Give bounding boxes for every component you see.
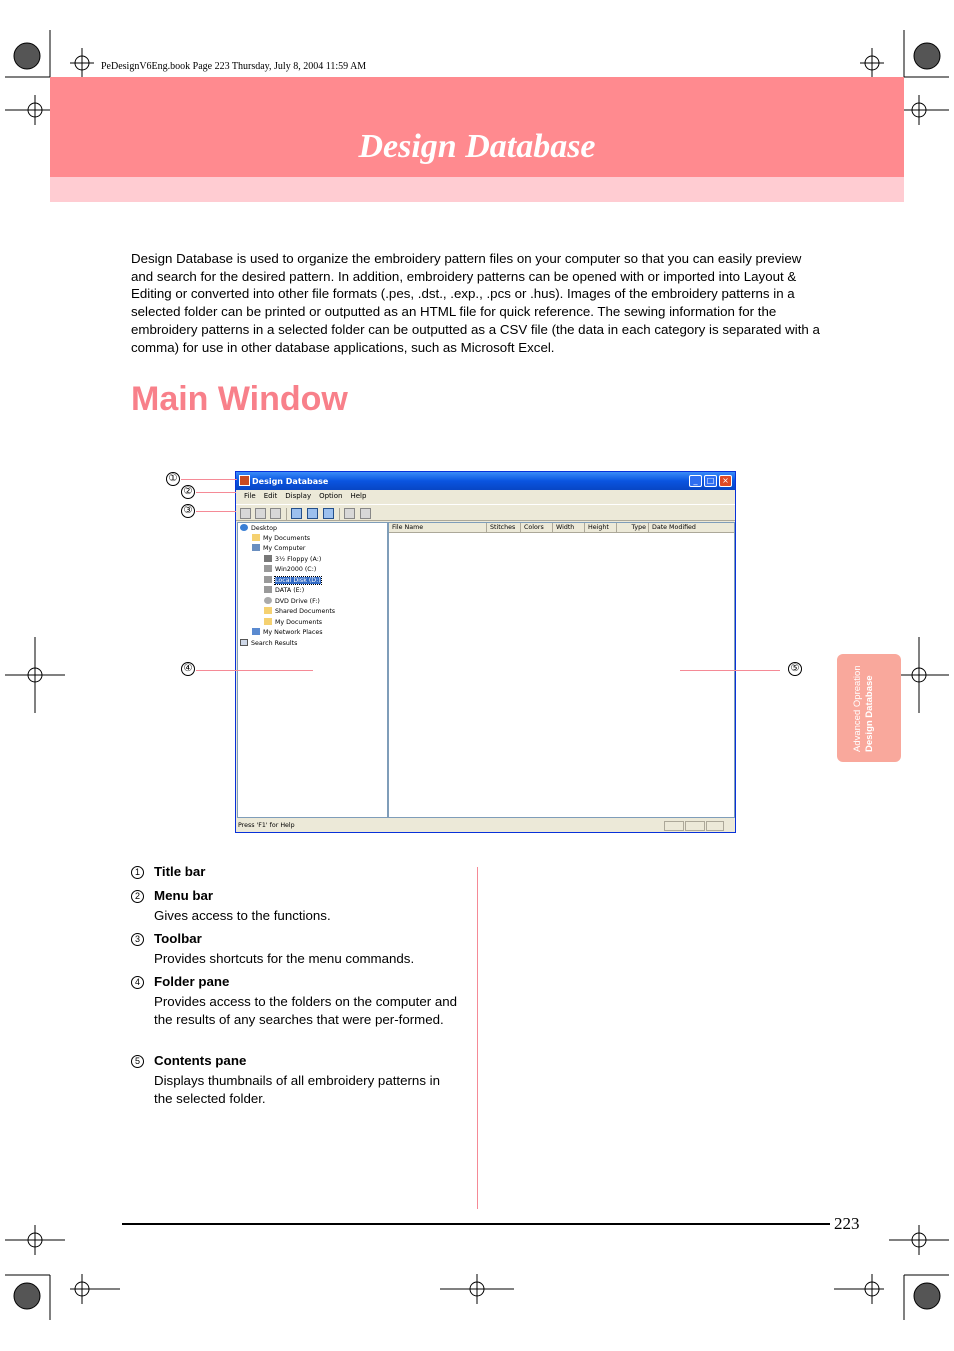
drive-icon [264, 586, 272, 593]
details-view-icon[interactable] [323, 508, 334, 519]
status-panel [685, 821, 705, 831]
large-thumbnails-icon[interactable] [291, 508, 302, 519]
callout-1: ① [166, 472, 180, 486]
legend-term: Contents pane [154, 1053, 247, 1068]
legend-number: 5 [131, 1055, 144, 1068]
folder-icon [252, 534, 260, 541]
status-panel [706, 821, 724, 831]
section-label: Design Database [864, 675, 875, 752]
column-divider [477, 867, 478, 1209]
tree-item[interactable]: Desktop [240, 524, 277, 532]
legend-number: 2 [131, 890, 144, 903]
tree-item[interactable]: My Network Places [252, 628, 322, 636]
computer-icon [252, 544, 260, 551]
network-icon [252, 628, 260, 635]
callout-line-3 [196, 511, 236, 512]
menu-option[interactable]: Option [319, 492, 343, 500]
callout-line-1 [181, 479, 237, 480]
legend-term: Toolbar [154, 931, 202, 946]
desktop-icon [240, 524, 248, 531]
status-text: Press 'F1' for Help [238, 822, 295, 829]
search-icon [240, 639, 248, 646]
folder-icon [264, 607, 272, 614]
legend-term: Folder pane [154, 974, 230, 989]
window-title-bar[interactable] [236, 472, 735, 490]
paste-icon[interactable] [270, 508, 281, 519]
callout-2: ② [181, 485, 195, 499]
tree-item[interactable]: DVD Drive (F:) [264, 597, 320, 605]
tree-item[interactable]: My Documents [264, 618, 322, 626]
toolbar-separator [339, 508, 340, 520]
toolbar [236, 504, 735, 521]
column-type[interactable]: Type [617, 523, 649, 532]
callout-5: ⑤ [788, 662, 802, 676]
callout-line-2 [196, 492, 236, 493]
close-button[interactable]: × [719, 475, 732, 487]
dvd-icon [264, 597, 272, 604]
toolbar-separator [286, 508, 287, 520]
design-database-window [235, 471, 736, 833]
column-width[interactable]: Width [553, 523, 585, 532]
tree-item[interactable]: DATA (E:) [264, 586, 304, 594]
floppy-icon [264, 555, 272, 562]
tree-item[interactable]: My Documents [252, 534, 310, 542]
callout-3: ③ [181, 504, 195, 518]
legend-description: Displays thumbnails of all embroidery patterns in the selected folder. [154, 1073, 441, 1106]
copy-icon[interactable] [255, 508, 266, 519]
legend-description: Gives access to the functions. [154, 908, 331, 923]
cut-icon[interactable] [240, 508, 251, 519]
column-stitches[interactable]: Stitches [487, 523, 521, 532]
tree-item[interactable]: Win2000 (C:) [264, 565, 316, 573]
page-title: Design Database [358, 128, 596, 165]
callout-line-4 [196, 670, 313, 671]
maximize-button[interactable]: □ [704, 475, 717, 487]
tree-item[interactable]: My Computer [252, 544, 305, 552]
menu-display[interactable]: Display [285, 492, 312, 500]
window-title: Design Database [252, 477, 329, 486]
app-icon [239, 475, 250, 486]
column-file-name[interactable]: File Name [389, 523, 487, 532]
section-title: Main Window [131, 380, 348, 418]
legend-number: 1 [131, 866, 144, 879]
menu-file[interactable]: File [244, 492, 256, 500]
tree-item[interactable]: Search Results [240, 639, 297, 647]
menu-bar [236, 490, 735, 503]
file-info-header: PeDesignV6Eng.book Page 223 Thursday, July 8, 2004 11:59 AM [101, 61, 367, 72]
column-colors[interactable]: Colors [521, 523, 553, 532]
drive-icon [264, 576, 272, 583]
status-panel [664, 821, 684, 831]
chapter-label: Advanced Opreation [852, 665, 863, 752]
convert-icon[interactable] [360, 508, 371, 519]
legend-description: Provides access to the folders on the computer and the results of any searches that were per-formed. [154, 994, 458, 1027]
intro-paragraph: Design Database is used to organize the embroidery pattern files on your computer so that you can easily preview and search for the desired pattern. In addition, embroidery patterns can be opened with or imported into Layout & Editing or converted into other file formats (.pes, .dst., .exp., .pcs or .hus). Images of the embroidery patterns in a selected folder can be printed or outputted as an HTML file for quick reference. The sewing information for the embroidery patterns in a selected folder can be outputted as a CSV file (the data in each category is separated with a comma) for use in other database applications, such as Microsoft Excel. [131, 251, 820, 355]
column-height[interactable]: Height [585, 523, 617, 532]
legend-term: Menu bar [154, 888, 214, 903]
tree-item[interactable]: 3½ Floppy (A:) [264, 555, 321, 563]
tree-item[interactable]: Shared Documents [264, 607, 335, 615]
column-header [389, 523, 734, 533]
properties-icon[interactable] [344, 508, 355, 519]
chapter-side-label [852, 665, 875, 752]
title-banner-strip [50, 177, 904, 202]
page-number: 223 [834, 1214, 860, 1233]
column-date-modified[interactable]: Date Modified [652, 524, 696, 531]
minimize-button[interactable]: _ [689, 475, 702, 487]
legend-description: Provides shortcuts for the menu commands. [154, 951, 415, 966]
folder-icon [264, 618, 272, 625]
drive-icon [264, 565, 272, 572]
tree-item-selected[interactable]: Local Disk (D:) [264, 576, 321, 584]
menu-help[interactable]: Help [350, 492, 367, 500]
callout-4: ④ [181, 662, 195, 676]
status-bar [236, 819, 735, 832]
legend-number: 4 [131, 976, 144, 989]
legend-number: 3 [131, 933, 144, 946]
small-thumbnails-icon[interactable] [307, 508, 318, 519]
legend-term: Title bar [154, 864, 206, 879]
footer-rule [122, 1223, 830, 1225]
menu-edit[interactable]: Edit [263, 492, 278, 500]
callout-line-5 [680, 670, 780, 671]
